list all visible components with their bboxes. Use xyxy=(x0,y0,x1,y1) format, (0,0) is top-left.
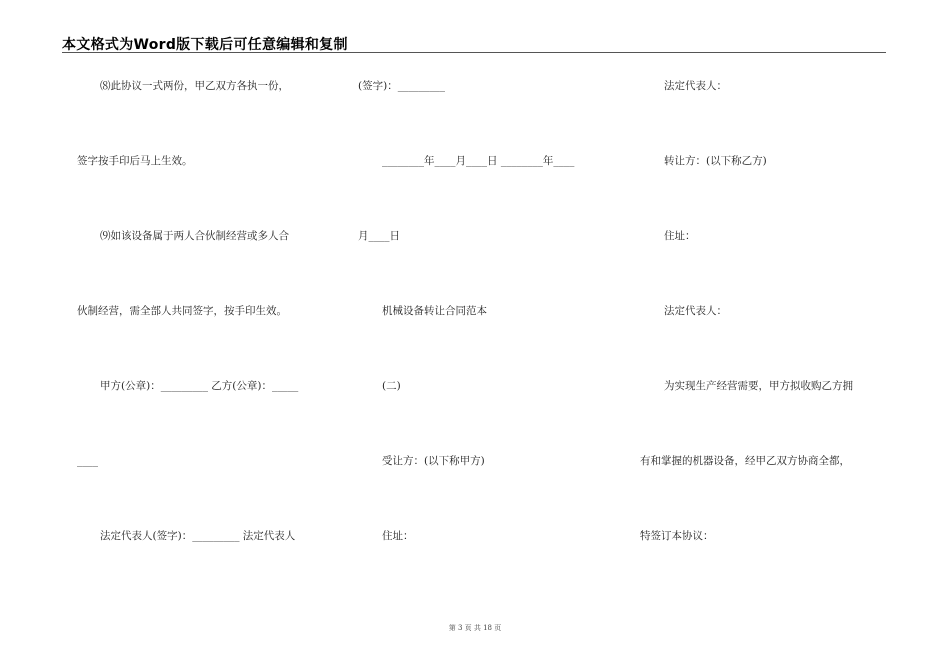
col1-line-7: 法定代表人(签字)：_________ 法定代表人 xyxy=(100,530,296,542)
col3-line-2: 转让方：(以下称乙方) xyxy=(664,155,767,167)
col2-line-4: 机械设备转让合同范本 xyxy=(382,305,487,317)
document-header-title: 本文格式为Word版下载后可任意编辑和复制 xyxy=(62,37,348,53)
page-number-footer: 第 3 页 共 18 页 xyxy=(448,624,502,632)
col2-line-6: 受让方：(以下称甲方) xyxy=(382,455,485,467)
header-divider xyxy=(62,52,886,53)
col3-line-1: 法定代表人： xyxy=(664,80,727,92)
col1-line-5: 甲方(公章)：_________ 乙方(公章)：_____ xyxy=(100,380,299,392)
col1-line-1: ⑻此协议一式两份，甲乙双方各执一份， xyxy=(100,80,289,92)
col2-line-3: 月____日 xyxy=(358,230,400,242)
col1-line-6: ____ xyxy=(77,455,98,467)
col2-line-7: 住址： xyxy=(382,530,414,542)
col3-line-6: 有和掌握的机器设备，经甲乙双方协商全都， xyxy=(640,455,850,467)
col2-line-5: (二) xyxy=(382,380,401,392)
col2-line-1: (签字)：_________ xyxy=(358,80,445,92)
col1-line-3: ⑼如该设备属于两人合伙制经营或多人合 xyxy=(100,230,289,242)
col3-line-3: 住址： xyxy=(664,230,696,242)
col3-line-7: 特签订本协议： xyxy=(640,530,714,542)
col3-line-4: 法定代表人： xyxy=(664,305,727,317)
col3-line-5: 为实现生产经营需要，甲方拟收购乙方拥 xyxy=(664,380,853,392)
col1-line-4: 伙制经营，需全部人共同签字，按手印生效。 xyxy=(77,305,287,317)
col1-line-2: 签字按手印后马上生效。 xyxy=(77,155,193,167)
col2-line-2: ________年____月____日 ________年____ xyxy=(382,155,575,167)
